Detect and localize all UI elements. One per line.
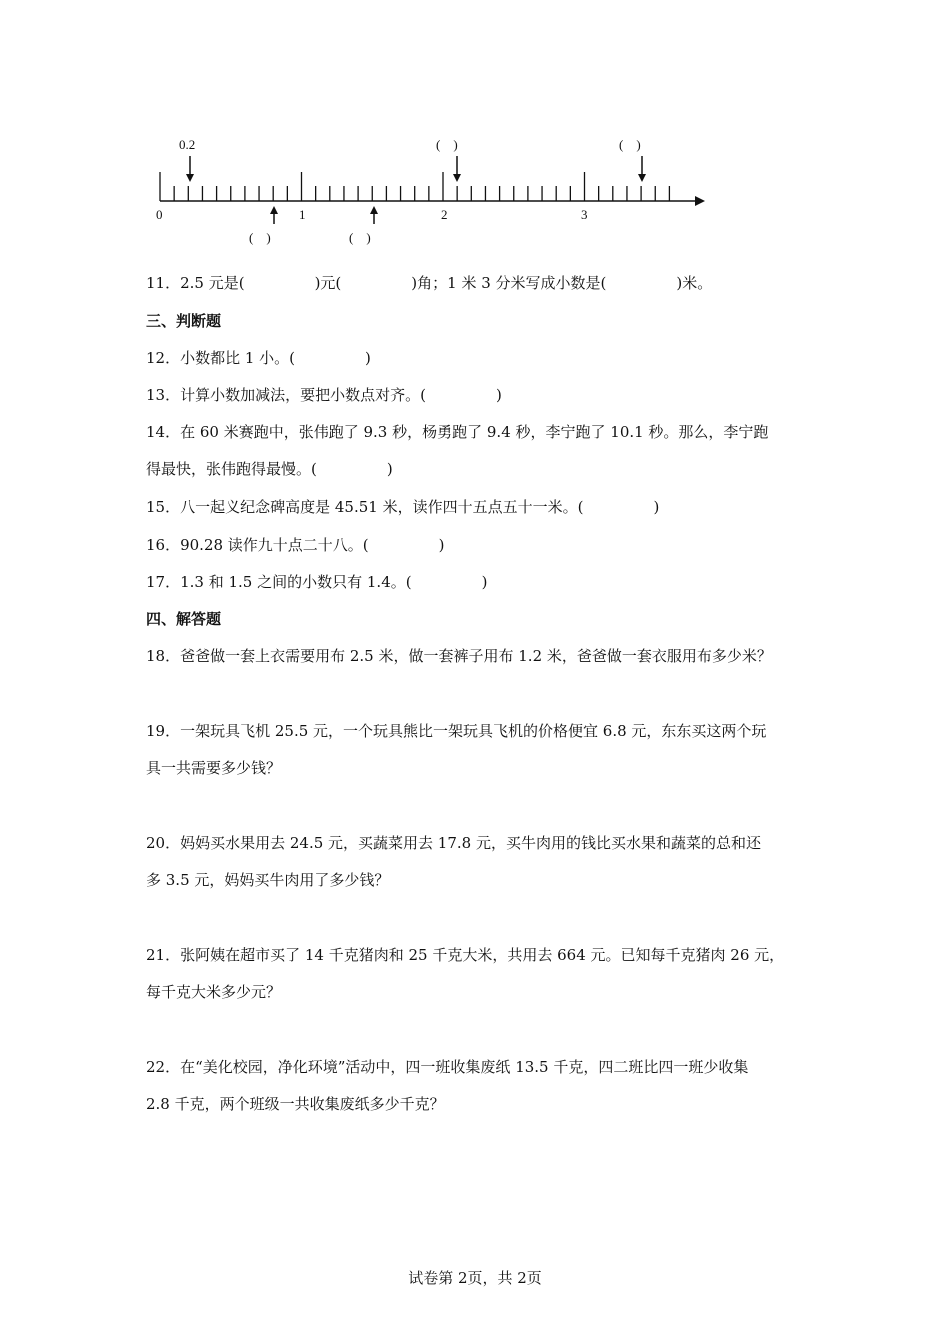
question-20-cont: 多 3.5 元，妈妈买牛肉用了多少钱？: [146, 871, 390, 889]
question-17: [146, 572, 487, 592]
section-3-heading: 三、判断题: [146, 312, 222, 330]
question-number: 16．: [146, 536, 181, 554]
q17-close: ): [481, 573, 488, 591]
q14-close: ): [386, 460, 393, 478]
question-number: 17．: [146, 573, 181, 591]
arrowhead-top-2: [638, 174, 646, 182]
question-21: [146, 945, 784, 965]
number-line-ticks: [160, 172, 669, 201]
q16-close: ): [438, 536, 445, 554]
q11-text-4: )米。: [676, 274, 713, 292]
q14-line-2: 得最快，张伟跑得最慢。(: [146, 460, 317, 478]
q13-close: ): [495, 386, 502, 404]
q19-line-1: 一架玩具飞机 25.5 元，一个玩具熊比一架玩具飞机的价格便宜 6.8 元，东东买这两个玩: [180, 722, 767, 740]
q14-line-1: 在 60 米赛跑中，张伟跑了 9.3 秒，杨勇跑了 9.4 秒，李宁跑了 10.1 秒。那么，李宁跑: [180, 423, 769, 441]
section-4-heading: 四、解答题: [146, 610, 222, 628]
q22-line-1: 在“美化校园，净化环境”活动中，四一班收集废纸 13.5 千克，四二班比四一班少收集: [180, 1058, 749, 1076]
tick-label-1: 1: [299, 207, 306, 222]
question-18: [146, 646, 772, 666]
question-14: [146, 422, 768, 442]
q12-close: ): [365, 349, 371, 367]
q18-text: 爸爸做一套上衣需要用布 2.5 米，做一套裤子用布 1.2 米，爸爸做一套衣服用布多少米？: [180, 647, 772, 665]
page-footer: 试卷第 2页，共 2页: [408, 1269, 542, 1287]
tick-label-3: 3: [581, 207, 588, 222]
q15-text: 八一起义纪念碑高度是 45.51 米，读作四十五点五十一米。(: [180, 498, 584, 516]
arrowhead-top-1: [453, 174, 461, 182]
label-0-2: 0.2: [179, 137, 196, 152]
question-19: [146, 721, 766, 741]
q11-text-1: 2.5 元是(: [180, 274, 245, 292]
blank-bottom-2: ( ): [349, 230, 371, 245]
question-16: [146, 535, 445, 555]
blank-top-2: ( ): [619, 137, 641, 152]
question-22: [146, 1057, 748, 1077]
question-20: [146, 833, 761, 853]
question-number: 21．: [146, 946, 181, 964]
question-number: 12．: [146, 349, 181, 367]
q17-text: 1.3 和 1.5 之间的小数只有 1.4。(: [180, 573, 412, 591]
number-line-figure: [150, 130, 720, 250]
question-13: [146, 385, 502, 405]
q16-text: 90.28 读作九十点二十八。(: [180, 536, 369, 554]
q20-line-1: 妈妈买水果用去 24.5 元，买蔬菜用去 17.8 元，买牛肉用的钱比买水果和蔬菜的总和还: [180, 834, 761, 852]
question-21-cont: 每千克大米多少元？: [146, 983, 282, 1001]
tick-label-2: 2: [441, 207, 448, 222]
question-number: 11．: [146, 274, 181, 292]
question-number: 20．: [146, 834, 181, 852]
question-22-cont: 2.8 千克，两个班级一共收集废纸多少千克？: [146, 1095, 445, 1113]
q15-close: ): [653, 498, 660, 516]
question-number: 14．: [146, 423, 181, 441]
question-11: [146, 273, 712, 293]
q12-text: 小数都比 1 小。(: [180, 349, 296, 367]
q11-text-3: )角；1 米 3 分米写成小数是(: [411, 274, 607, 292]
question-19-cont: 具一共需要多少钱？: [146, 759, 282, 777]
question-number: 15．: [146, 498, 181, 516]
number-line-arrowhead: [695, 196, 705, 206]
q13-text: 计算小数加减法，要把小数点对齐。(: [180, 386, 426, 404]
question-12: [146, 348, 371, 368]
question-number: 22．: [146, 1058, 181, 1076]
question-number: 13．: [146, 386, 181, 404]
q11-text-2: )元(: [314, 274, 342, 292]
question-number: 19．: [146, 722, 181, 740]
tick-label-0: 0: [156, 207, 163, 222]
blank-top-1: ( ): [436, 137, 458, 152]
arrowhead-0-2: [186, 174, 194, 182]
blank-bottom-1: ( ): [249, 230, 271, 245]
question-14-cont: [146, 459, 393, 479]
question-number: 18．: [146, 647, 181, 665]
q21-line-1: 张阿姨在超市买了 14 千克猪肉和 25 千克大米，共用去 664 元。已知每千克猪肉 26 元，: [180, 946, 785, 964]
question-15: [146, 497, 659, 517]
